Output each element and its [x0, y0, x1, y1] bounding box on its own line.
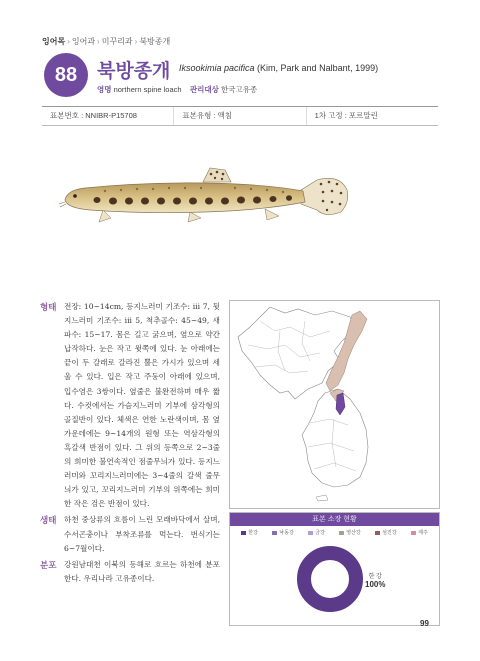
pie-slice: [304, 553, 356, 605]
chart-title: 표본 소장 현황: [230, 513, 439, 526]
legend-label: 낙동강: [279, 530, 294, 536]
species-korean-name: 북방종개: [97, 61, 171, 82]
legend-label: 한강: [248, 530, 258, 536]
scientific-name-italic: Iksookimia pacifica: [179, 63, 255, 73]
species-meta: [97, 84, 257, 95]
section-text: 하천 중상류의 흐름이 느린 모래바닥에서 살며, 수서곤충이나 부착조류를 먹는다. 번식기는 6~7월이다.: [64, 515, 220, 553]
legend-swatch: [375, 531, 380, 535]
section-ecology: [40, 513, 220, 555]
legend-swatch: [241, 531, 246, 535]
legend-swatch: [308, 531, 313, 535]
legend-item: [241, 529, 258, 536]
species-number-badge: 88: [44, 53, 88, 97]
specimen-info-bar: [42, 106, 438, 126]
page-number: 99: [420, 619, 429, 628]
pie-data-label: [365, 573, 385, 590]
legend-item: [272, 529, 294, 536]
legend-item: [411, 529, 428, 536]
section-label: 형태: [40, 302, 57, 312]
fish-illustration: [55, 160, 355, 240]
legend-swatch: [339, 531, 344, 535]
section-text: 전장: 10~14cm, 등지느러미 기조수: iii 7, 뒷지느러미 기조수: iii 5, 척추골수: 45~49, 새파수: 15~17. 몸은 길고 굵으며, 옆으로 약간 납작하다. 눈은 작고 윗쪽에 있다. 눈 아래에는 끝이 두 갈래로 갈라진 뿔은 가시가 있으며 세울 수 있다. 입은 작고 주둥이 아래에 있으며, 입수염은 3쌍이다. 옆줄은 불완전하며 매우 짧다. 수컷에서는 가슴지느러미 기부에 삼각형의 골질반이 있다. 체색은 연한 노란색이며, 몸 옆 가운데에는 9~14개의 원형 또는 역삼각형의 흑갈색 반점이 있다. 그 위의 등쪽으로 2~3줄의 희미한 불연속적인 점줄무늬가 있다. 등지느러미와 꼬리지느러미에는 3~4줄의 갈색 줄무늬가 있고, 꼬리지느러미 기부의 위쪽에는 희미한 작은 검은 반점이 있다.: [64, 302, 220, 509]
legend-item: [375, 529, 397, 536]
legend-item: [308, 529, 325, 536]
pie-chart: [230, 537, 439, 625]
species-scientific-name: [179, 63, 378, 73]
specimen-type: 표본유형 : 액침: [173, 107, 305, 125]
breadcrumb-item[interactable]: 미꾸리과: [101, 37, 133, 46]
pie-label-name: 한 강: [368, 574, 382, 580]
section-text: 강원남대천 이북의 동해로 흐르는 하천에 분포한다. 우리나라 고유종이다.: [64, 559, 220, 583]
legend-item: [339, 529, 361, 536]
description-text: [40, 300, 220, 588]
breadcrumb-item[interactable]: 잉어과: [71, 37, 96, 46]
distribution-map: [229, 300, 440, 509]
section-distribution: [40, 558, 220, 586]
chart-legend: [230, 526, 439, 536]
legend-label: 금강: [315, 530, 325, 536]
legend-swatch: [411, 531, 416, 535]
collection-chart: [229, 512, 440, 626]
section-label: 생태: [40, 515, 57, 526]
breadcrumb-item[interactable]: 잉어목: [42, 37, 66, 46]
legend-label: 영산강: [346, 530, 361, 536]
authority: (Kim, Park and Nalbant, 1999): [257, 63, 379, 73]
specimen-id: 표본번호 : NNIBR-P15708: [50, 111, 137, 120]
management-value: 한국고유종: [220, 85, 258, 94]
section-morphology: [40, 300, 220, 511]
english-name-label: 영명: [97, 85, 112, 94]
specimen-fixation: 1차 고정 : 포르말린: [306, 107, 438, 125]
english-name: northern spine loach: [113, 85, 182, 94]
korea-map: [230, 301, 439, 508]
breadcrumb: 잉어목 › 잉어과 › 미꾸리과 › 북방종개: [42, 37, 171, 46]
legend-label: 섬진강: [382, 530, 397, 536]
legend-swatch: [272, 531, 277, 535]
legend-label: 제주: [418, 530, 428, 536]
pie-label-value: 100%: [365, 580, 386, 589]
management-label: 관리대상: [189, 85, 219, 94]
breadcrumb-item: 북방종개: [139, 37, 171, 46]
section-label: 분포: [40, 559, 57, 570]
